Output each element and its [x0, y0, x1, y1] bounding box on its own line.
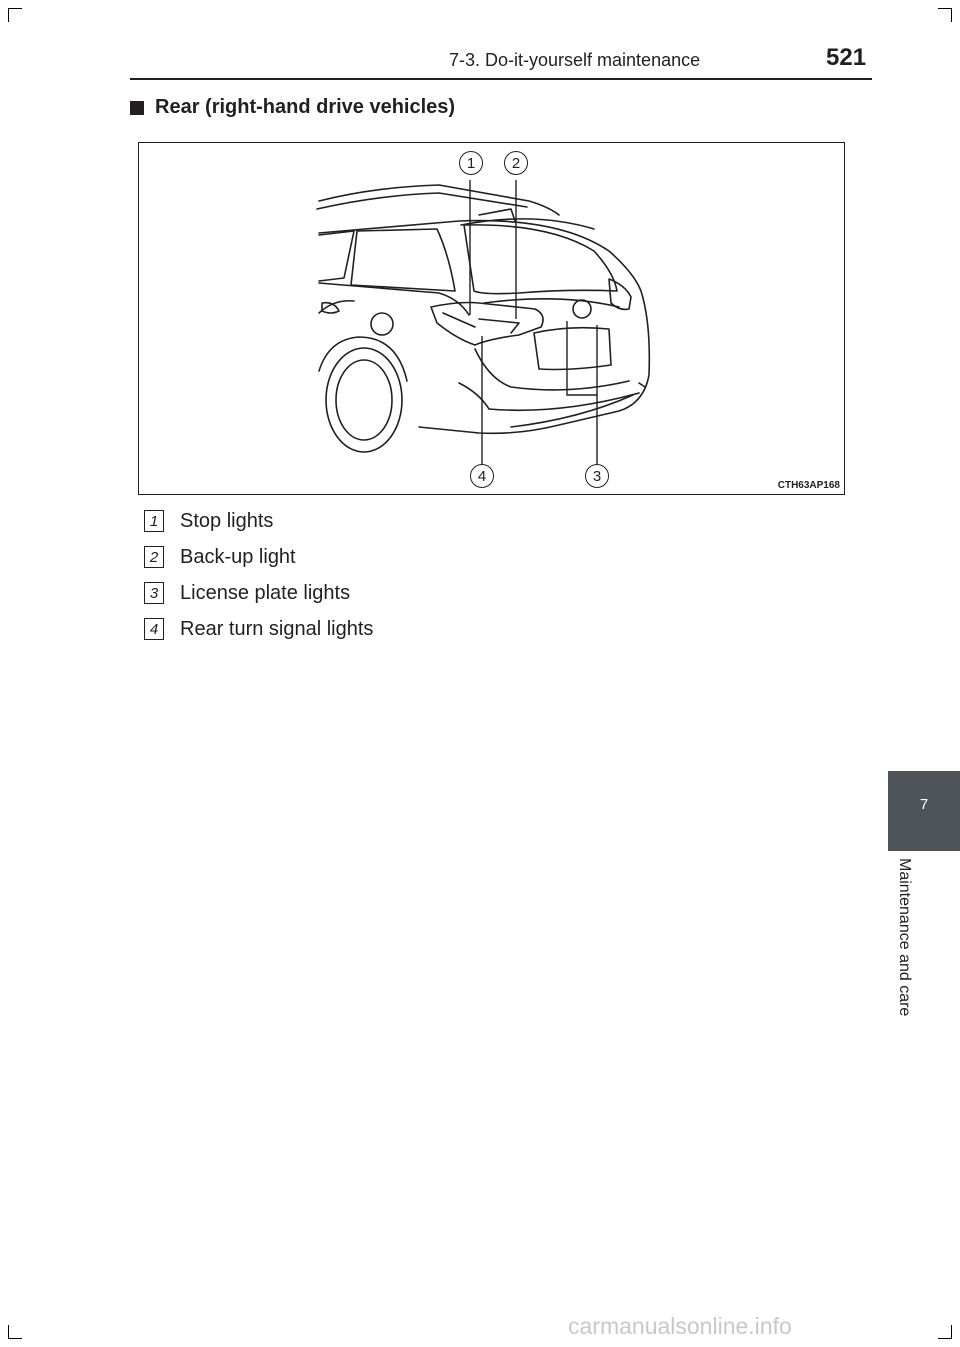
legend-item: [144, 611, 373, 647]
legend-item: [144, 575, 373, 611]
legend-number: 1: [144, 510, 164, 532]
legend-text: Rear turn signal lights: [180, 617, 374, 640]
crop-mark: [951, 8, 952, 22]
chapter-number: 7: [919, 796, 929, 813]
header-rule: [130, 78, 872, 80]
legend-number: 4: [144, 618, 164, 640]
callout-2-label: 2: [511, 154, 521, 172]
callout-1: [459, 151, 483, 175]
crop-mark: [8, 1325, 9, 1339]
chapter-label: [895, 858, 917, 1058]
watermark: carmanualsonline.info: [568, 1313, 792, 1339]
callout-4-label: 4: [477, 467, 487, 485]
section-heading: [130, 96, 455, 119]
chapter-tab[interactable]: [888, 771, 960, 851]
crop-mark: [8, 8, 22, 9]
crop-mark: [951, 1325, 952, 1339]
car-rear-illustration: [138, 142, 845, 495]
legend-list: [144, 503, 373, 647]
callout-4: [470, 464, 494, 488]
section-heading-text: Rear (right-hand drive vehicles): [155, 96, 456, 118]
crop-mark: [8, 8, 9, 22]
legend-item: [144, 539, 373, 575]
legend-text: Stop lights: [180, 509, 274, 532]
legend-text: Back-up light: [180, 545, 296, 568]
car-rear-drawing: [139, 143, 845, 495]
callout-2: [504, 151, 528, 175]
page-number: 521: [826, 44, 867, 71]
legend-number: 2: [144, 546, 164, 568]
legend-item: [144, 503, 373, 539]
legend-text: License plate lights: [180, 581, 351, 604]
square-bullet-icon: [130, 101, 144, 115]
crop-mark: [938, 1338, 952, 1339]
figure-code: CTH63AP168: [777, 480, 840, 491]
header-section-title: 7-3. Do-it-yourself maintenance: [449, 50, 701, 70]
crop-mark: [8, 1338, 22, 1339]
callout-3: [585, 464, 609, 488]
callout-1-label: 1: [466, 154, 476, 172]
callout-3-label: 3: [592, 467, 602, 485]
crop-mark: [938, 8, 952, 9]
legend-number: 3: [144, 582, 164, 604]
chapter-label-text: Maintenance and care: [896, 858, 913, 1017]
